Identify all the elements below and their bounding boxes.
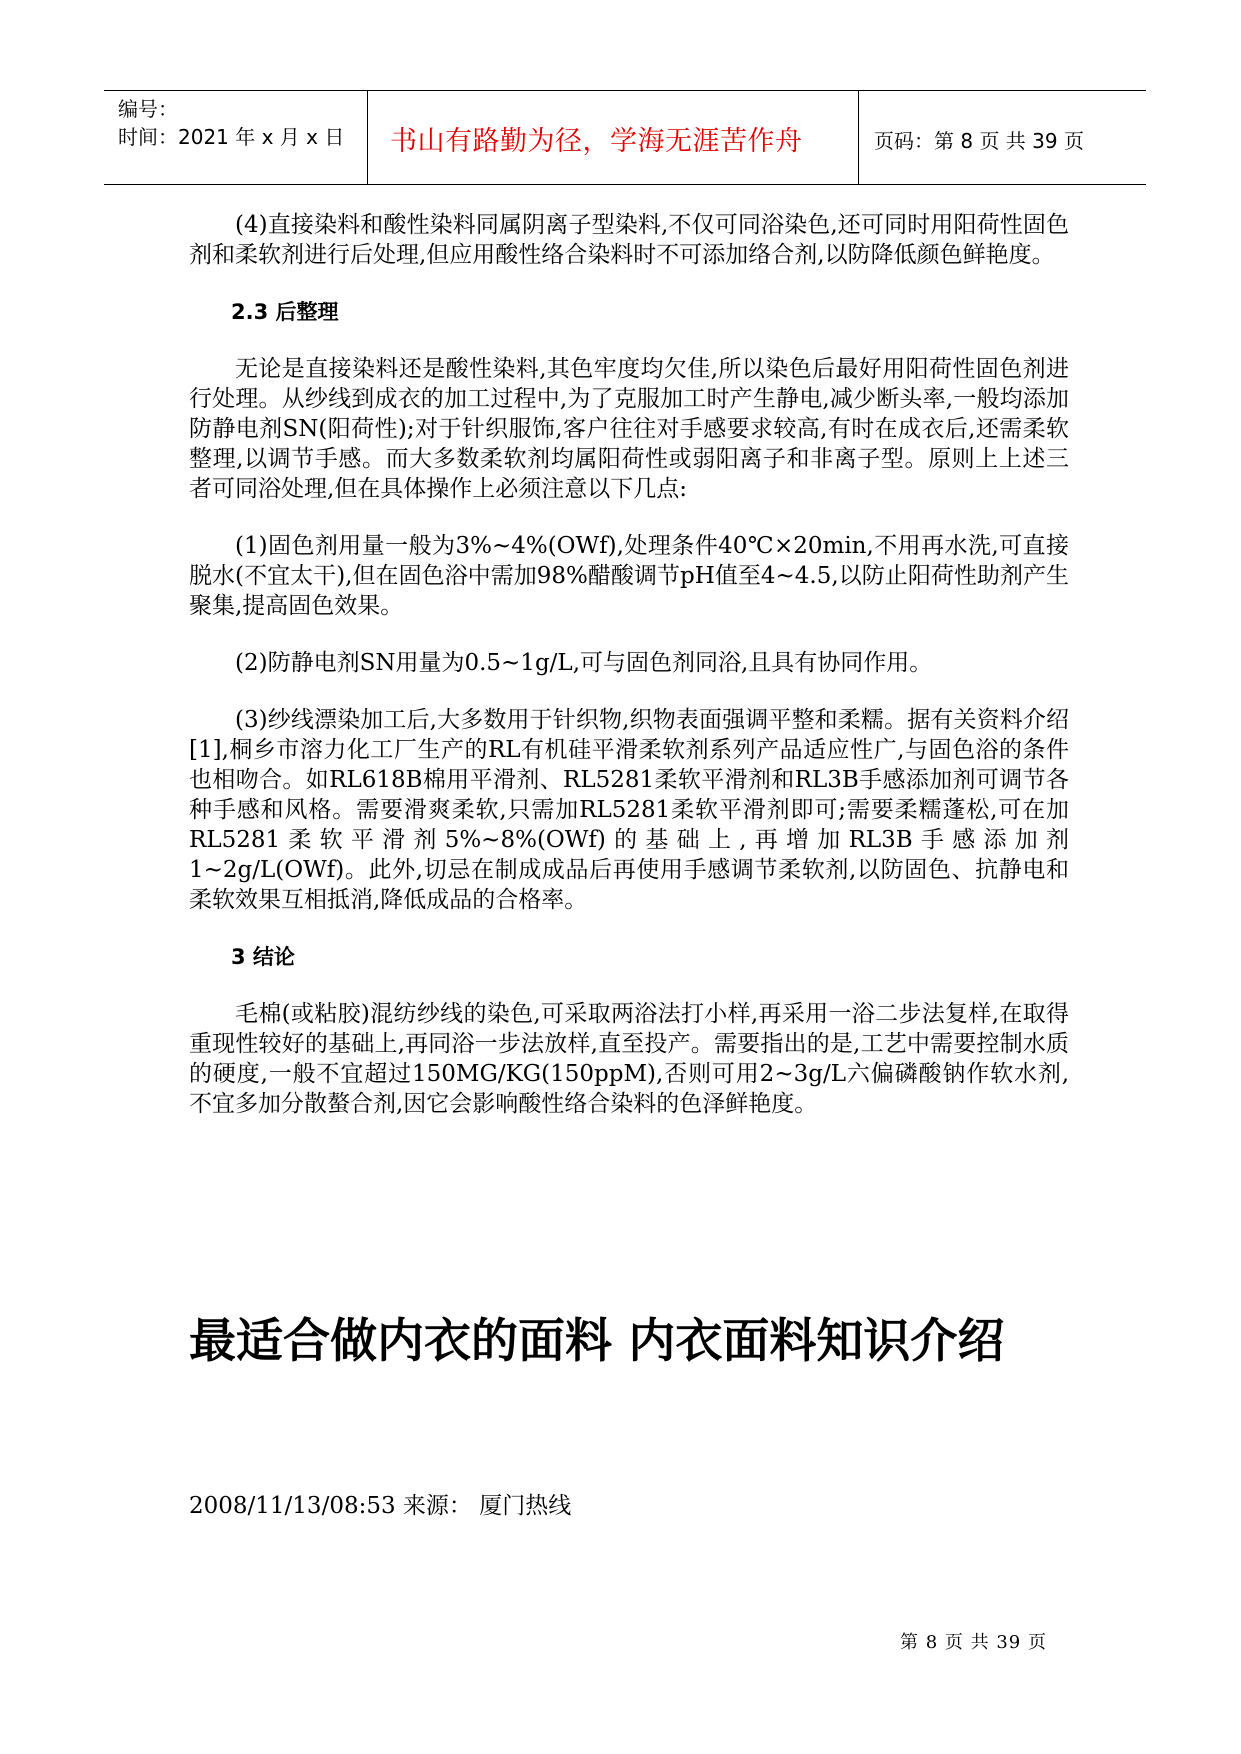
header-motto: 书山有路勤为径，学海无涯苦作舟 — [390, 126, 803, 157]
document-body — [189, 210, 1069, 1146]
paragraph-finishing-intro: 无论是直接染料还是酸性染料,其色牢度均欠佳,所以染色后最好用阳荷性固色剂进行处理。从纱线到成衣的加工过程中,为了克服加工时产生静电,减少断头率,一般均添加防静电剂SN(阳荷性);对于针织服饰,客户往往对手感要求较高,有时在成衣后,还需柔软整理,以调节手感。而大多数柔软剂均属阳荷性或弱阳离子和非离子型。原则上上述三者可同浴处理,但在具体操作上必须注意以下几点: — [189, 356, 1069, 502]
section-heading-2-3: 2.3 后整理 — [231, 300, 339, 324]
paragraph-point-2: (2)防静电剂SN用量为0.5~1g/L,可与固色剂同浴,且具有协同作用。 — [235, 650, 933, 676]
paragraph-point-1: (1)固色剂用量一般为3%~4%(OWf),处理条件40℃×20min,不用再水洗,可直接脱水(不宜太干),但在固色浴中需加98%醋酸调节pH值至4~4.5,以防止阳荷性助剂产生聚集,提高固色效果。 — [189, 533, 1069, 619]
header-time: 时间：2021 年 x 月 x 日 — [118, 125, 345, 149]
header-number-label: 编号： — [118, 97, 178, 121]
header-divider-right — [858, 91, 859, 184]
page-header — [104, 90, 1146, 185]
section-heading-3: 3 结论 — [231, 945, 295, 969]
article-meta: 2008/11/13/08:53 来源： 厦门热线 — [189, 1493, 572, 1519]
article-title: 最适合做内衣的面料 内衣面料知识介绍 — [189, 1314, 1005, 1369]
page-footer: 第 8 页 共 39 页 — [900, 1632, 1047, 1653]
paragraph-4: (4)直接染料和酸性染料同属阴离子型染料,不仅可同浴染色,还可同时用阳荷性固色剂和柔软剂进行后处理,但应用酸性络合染料时不可添加络合剂,以防降低颜色鲜艳度。 — [189, 212, 1069, 268]
header-divider-left — [367, 91, 368, 184]
paragraph-point-3: (3)纱线漂染加工后,大多数用于针织物,织物表面强调平整和柔糯。据有关资料介绍[1],桐乡市溶力化工厂生产的RL有机硅平滑柔软剂系列产品适应性广,与固色浴的条件也相吻合。如RL618B棉用平滑剂、RL5281柔软平滑剂和RL3B手感添加剂可调节各种手感和风格。需要滑爽柔软,只需加RL5281柔软平滑剂即可;需要柔糯蓬松,可在加RL5281柔软平滑剂5%~8%(OWf)的基础上,再增加RL3B手感添加剂1~2g/L(OWf)。此外,切忌在制成成品后再使用手感调节柔软剂,以防固色、抗静电和柔软效果互相抵消,降低成品的合格率。 — [189, 707, 1069, 913]
paragraph-conclusion: 毛棉(或粘胶)混纺纱线的染色,可采取两浴法打小样,再采用一浴二步法复样,在取得重现性较好的基础上,再同浴一步法放样,直至投产。需要指出的是,工艺中需要控制水质的硬度,一般不宜超过150MG/KG(150ppM),否则可用2~3g/L六偏磷酸钠作软水剂,不宜多加分散螯合剂,因它会影响酸性络合染料的色泽鲜艳度。 — [189, 1001, 1069, 1117]
header-page-number: 页码：第 8 页 共 39 页 — [874, 129, 1084, 153]
